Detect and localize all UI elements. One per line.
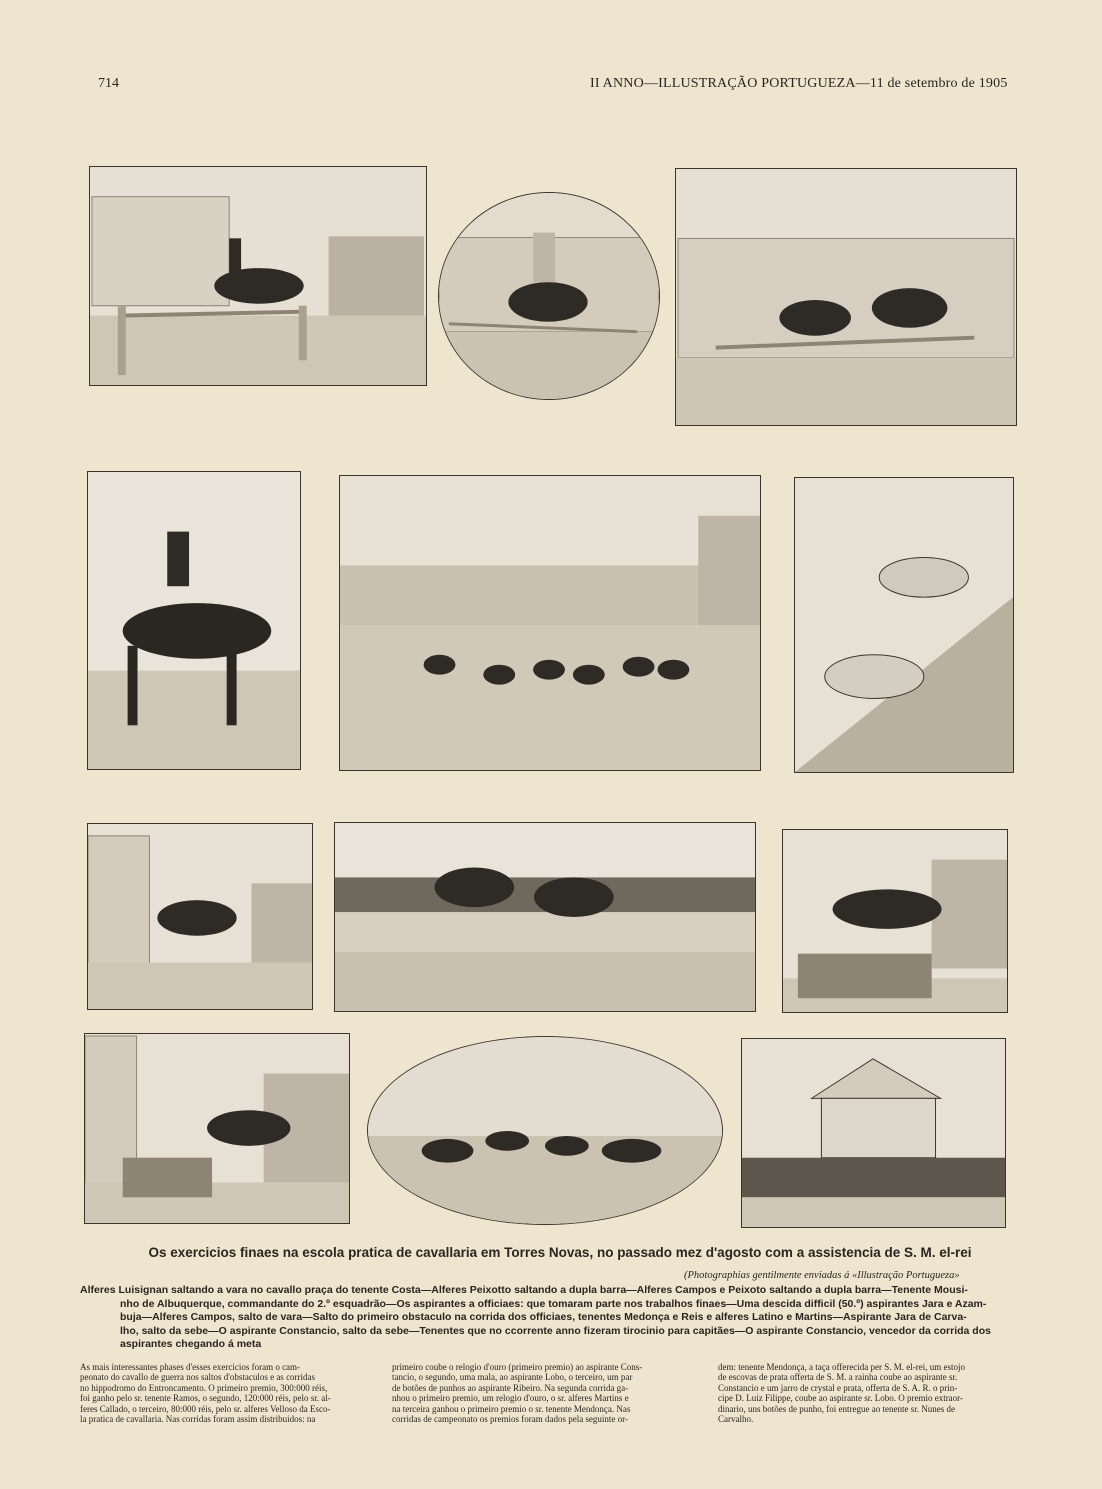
article-line: Constancio e um jarro de crystal e prata, offerta de S. A. R. o prin- xyxy=(718,1382,958,1393)
photo-2 xyxy=(438,192,660,400)
article-line: la pratica de cavallaria. Nas corridas foram assim distribuidos: na xyxy=(80,1414,316,1425)
article-line: dinario, uns botões de punho, foi entregue ao tenente sr. Nunes de xyxy=(718,1403,955,1414)
caption-body xyxy=(80,1284,1020,1352)
article-line: dem: tenente Mendonça, a taça offerecida per S. M. el-rei, um estojo xyxy=(718,1362,965,1372)
caption-line: nho de Albuquerque, commandante do 2.º esquadrão—Os aspirantes a officiaes: que tomaram parte nos trabalhos finaes—Uma descida difficil (50.º) aspirantes Jara e Azam- xyxy=(120,1297,987,1310)
caption-line: lho, salto da sebe—O aspirante Constancio, salto da sebe—Tenentes que no ccorrente anno fizeram tirocinio para capitães—O aspirante Constancio, vencedor da corrida dos xyxy=(120,1324,991,1337)
running-title: II ANNO—ILLUSTRAÇÃO PORTUGUEZA—11 de setembro de 1905 xyxy=(590,76,1008,91)
photo-10 xyxy=(84,1033,350,1224)
article-line: peonato do cavallo de guerra nos saltos d'obstaculos e as corridas xyxy=(80,1372,316,1383)
article-line: corridas de campeonato os premios foram dados pela seguinte or- xyxy=(392,1414,628,1425)
article-line: de escovas de prata offerta de S. M. a rainha coube ao aspirante sr. xyxy=(718,1372,958,1383)
article-line: primeiro coube o relogio d'ouro (primeiro premio) ao aspirante Cons- xyxy=(392,1362,643,1372)
photo-3 xyxy=(675,168,1017,426)
article-line: feres Callado, o terceiro, 80:000 réis, pelo sr. alferes Velloso da Esco- xyxy=(80,1403,331,1414)
photo-6 xyxy=(794,477,1014,773)
article-column-1 xyxy=(80,1362,380,1424)
photo-7 xyxy=(87,823,313,1010)
caption-line: aspirantes chegando á meta xyxy=(120,1338,262,1350)
article-line: cipe D. Luiz Filippe, coube ao aspirante sr. Lobo. O premio extraor- xyxy=(718,1393,963,1404)
page-number: 714 xyxy=(98,76,119,91)
article-line: de botões de punhos ao aspirante Ribeiro. Na segunda corrida ga- xyxy=(392,1382,629,1393)
photo-9 xyxy=(782,829,1008,1013)
photo-11 xyxy=(367,1036,723,1225)
article-line: Carvalho. xyxy=(718,1414,754,1425)
article-line: na terceira ganhou o primeiro premio o sr. tenente Mendonça. Nas xyxy=(392,1403,631,1414)
article-line: As mais interessantes phases d'esses exercicios foram o cam- xyxy=(80,1362,301,1372)
photo-12 xyxy=(741,1038,1006,1228)
article-column-2 xyxy=(392,1362,702,1424)
article-line: foi ganho pelo sr. tenente Ramos, o segundo, 120:000 réis, pelo sr. al- xyxy=(80,1393,331,1404)
photo-4 xyxy=(87,471,301,770)
photo-credit: (Photographias gentilmente enviadas á «Illustração Portugueza» xyxy=(684,1270,960,1281)
caption-title: Os exercicios finaes na escola pratica de cavallaria em Torres Novas, no passado mez d'agosto com a assistencia de S. M. el-rei xyxy=(148,1245,972,1260)
photo-1 xyxy=(89,166,427,386)
caption-line: buja—Alferes Campos, salto de vara—Salto do primeiro obstaculo na corrida dos officiaes, tenentes Medonça e Reis e alferes Latino e Martins—Aspirante Jara de Carva- xyxy=(120,1311,967,1323)
photo-8 xyxy=(334,822,756,1012)
photo-5 xyxy=(339,475,761,771)
article-column-3 xyxy=(718,1362,1022,1424)
article-line: nhou o primeiro premio, um relogio d'ouro, o sr. alferes Martins e xyxy=(392,1393,629,1404)
article-line: tancio, o segundo, uma mala, ao aspirante Lobo, o terceiro, um par xyxy=(392,1372,633,1383)
caption-line: Alferes Luisignan saltando a vara no cavallo praça do tenente Costa—Alferes Peixotto saltando a dupla barra—Alferes Campos e Peixoto saltando a dupla barra—Tenente Mousi- xyxy=(80,1284,968,1296)
article-line: no hippodromo do Entroncamento. O primeiro premio, 300:000 réis, xyxy=(80,1382,328,1393)
